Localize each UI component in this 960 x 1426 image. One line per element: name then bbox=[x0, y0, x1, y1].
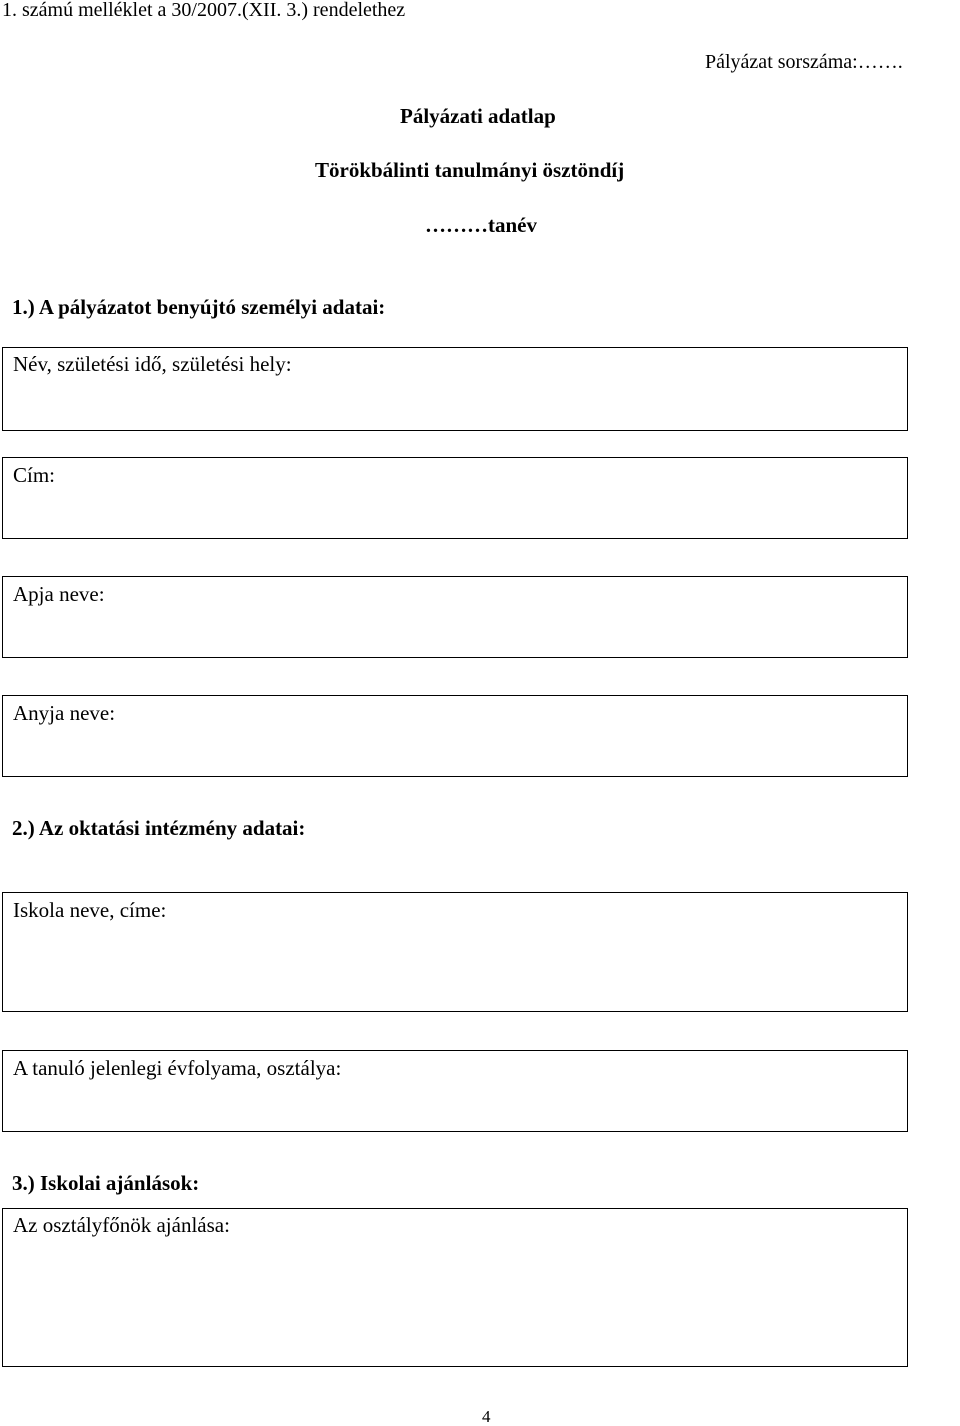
section1-heading: 1.) A pályázatot benyújtó személyi adatai: bbox=[12, 295, 386, 319]
application-number-label: Pályázat sorszáma:……. bbox=[705, 51, 903, 73]
father-name-field[interactable] bbox=[2, 576, 908, 658]
mother-name-label: Anyja neve: bbox=[13, 701, 116, 725]
regulation-note: 1. számú melléklet a 30/2007.(XII. 3.) rendelethez bbox=[2, 0, 406, 21]
form-title: Pályázati adatlap bbox=[400, 104, 556, 128]
grade-class-field[interactable] bbox=[2, 1050, 908, 1132]
address-field[interactable] bbox=[2, 457, 908, 539]
section3-heading: 3.) Iskolai ajánlások: bbox=[12, 1171, 200, 1195]
section2-heading: 2.) Az oktatási intézmény adatai: bbox=[12, 816, 306, 840]
school-name-address-label: Iskola neve, címe: bbox=[13, 898, 167, 922]
father-name-label: Apja neve: bbox=[13, 582, 105, 606]
scholarship-title: Törökbálinti tanulmányi ösztöndíj bbox=[315, 158, 625, 182]
page-number: 4 bbox=[482, 1407, 491, 1426]
name-birth-field[interactable] bbox=[2, 347, 908, 431]
address-label: Cím: bbox=[13, 463, 56, 487]
school-year-label: ………tanév bbox=[425, 213, 537, 237]
class-teacher-recommendation-field[interactable] bbox=[2, 1208, 908, 1367]
name-birth-label: Név, születési idő, születési hely: bbox=[13, 352, 292, 376]
mother-name-field[interactable] bbox=[2, 695, 908, 777]
grade-class-label: A tanuló jelenlegi évfolyama, osztálya: bbox=[13, 1056, 342, 1080]
class-teacher-recommendation-label: Az osztályfőnök ajánlása: bbox=[13, 1213, 230, 1237]
school-name-address-field[interactable] bbox=[2, 892, 908, 1012]
